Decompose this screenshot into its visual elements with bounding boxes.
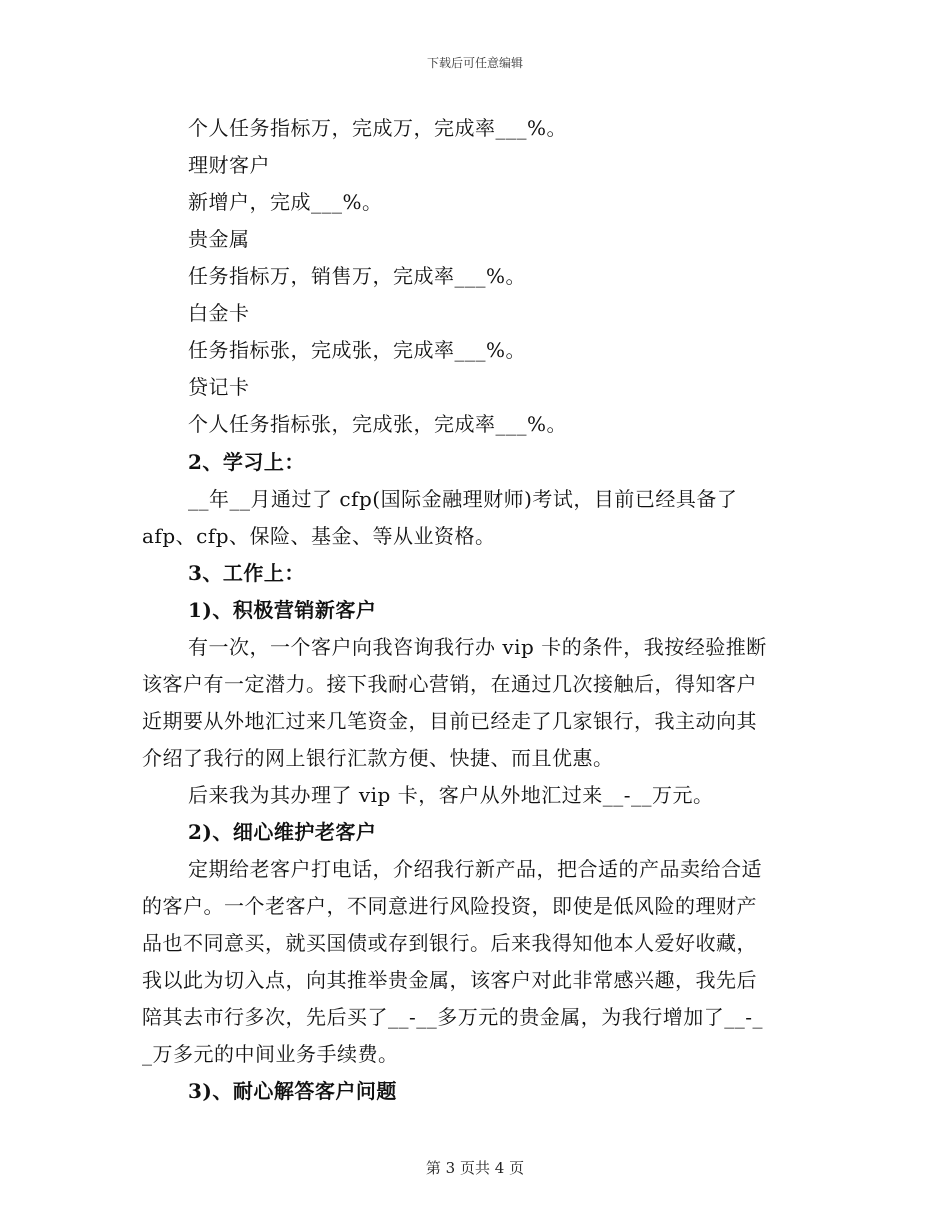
page-footer: 第 3 页共 4 页	[425, 1159, 525, 1177]
section-heading: 3、工作上：	[188, 561, 305, 585]
subsection-heading: 2)、细心维护老客户	[188, 820, 377, 844]
text-line: 陪其去市行多次，先后买了__-__多万元的贵金属，为我行增加了__-_	[142, 1005, 764, 1029]
text-line: afp、cfp、保险、基金、等从业资格。	[142, 524, 496, 548]
text-line: 个人任务指标张，完成张，完成率___%。	[188, 412, 568, 436]
text-line: 我以此为切入点，向其推举贵金属，该客户对此非常感兴趣，我先后	[142, 968, 757, 992]
page-header: 下载后可任意编辑	[426, 56, 523, 70]
text-line: 任务指标万，销售万，完成率___%。	[188, 264, 527, 288]
text-line: 该客户有一定潜力。接下我耐心营销，在通过几次接触后，得知客户	[142, 672, 757, 696]
text-line: 个人任务指标万，完成万，完成率___%。	[188, 116, 568, 140]
text-line: _万多元的中间业务手续费。	[142, 1042, 399, 1066]
text-line: __年__月通过了 cfp(国际金融理财师)考试，目前已经具备了	[188, 487, 738, 511]
text-line: 后来我为其办理了 vip 卡，客户从外地汇过来__-__万元。	[188, 783, 714, 807]
text-line: 贵金属	[188, 227, 250, 251]
text-line: 任务指标张，完成张，完成率___%。	[188, 338, 527, 362]
text-line: 品也不同意买，就买国债或存到银行。后来我得知他本人爱好收藏，	[142, 931, 757, 955]
text-line: 有一次，一个客户向我咨询我行办 vip 卡的条件，我按经验推断	[188, 635, 767, 659]
text-line: 近期要从外地汇过来几笔资金，目前已经走了几家银行，我主动向其	[142, 709, 757, 733]
text-line: 介绍了我行的网上银行汇款方便、快捷、而且优惠。	[142, 746, 614, 770]
subsection-heading: 1)、积极营销新客户	[188, 598, 377, 622]
text-line: 定期给老客户打电话，介绍我行新产品，把合适的产品卖给合适	[188, 857, 762, 881]
text-line: 白金卡	[188, 301, 250, 325]
text-line: 贷记卡	[188, 375, 250, 399]
text-line: 新增户，完成___%。	[188, 190, 383, 214]
text-line: 的客户。一个老客户，不同意进行风险投资，即使是低风险的理财产	[142, 894, 757, 918]
section-heading: 2、学习上：	[188, 450, 305, 474]
text-line: 理财客户	[188, 153, 270, 177]
subsection-heading: 3)、耐心解答客户问题	[188, 1079, 397, 1103]
